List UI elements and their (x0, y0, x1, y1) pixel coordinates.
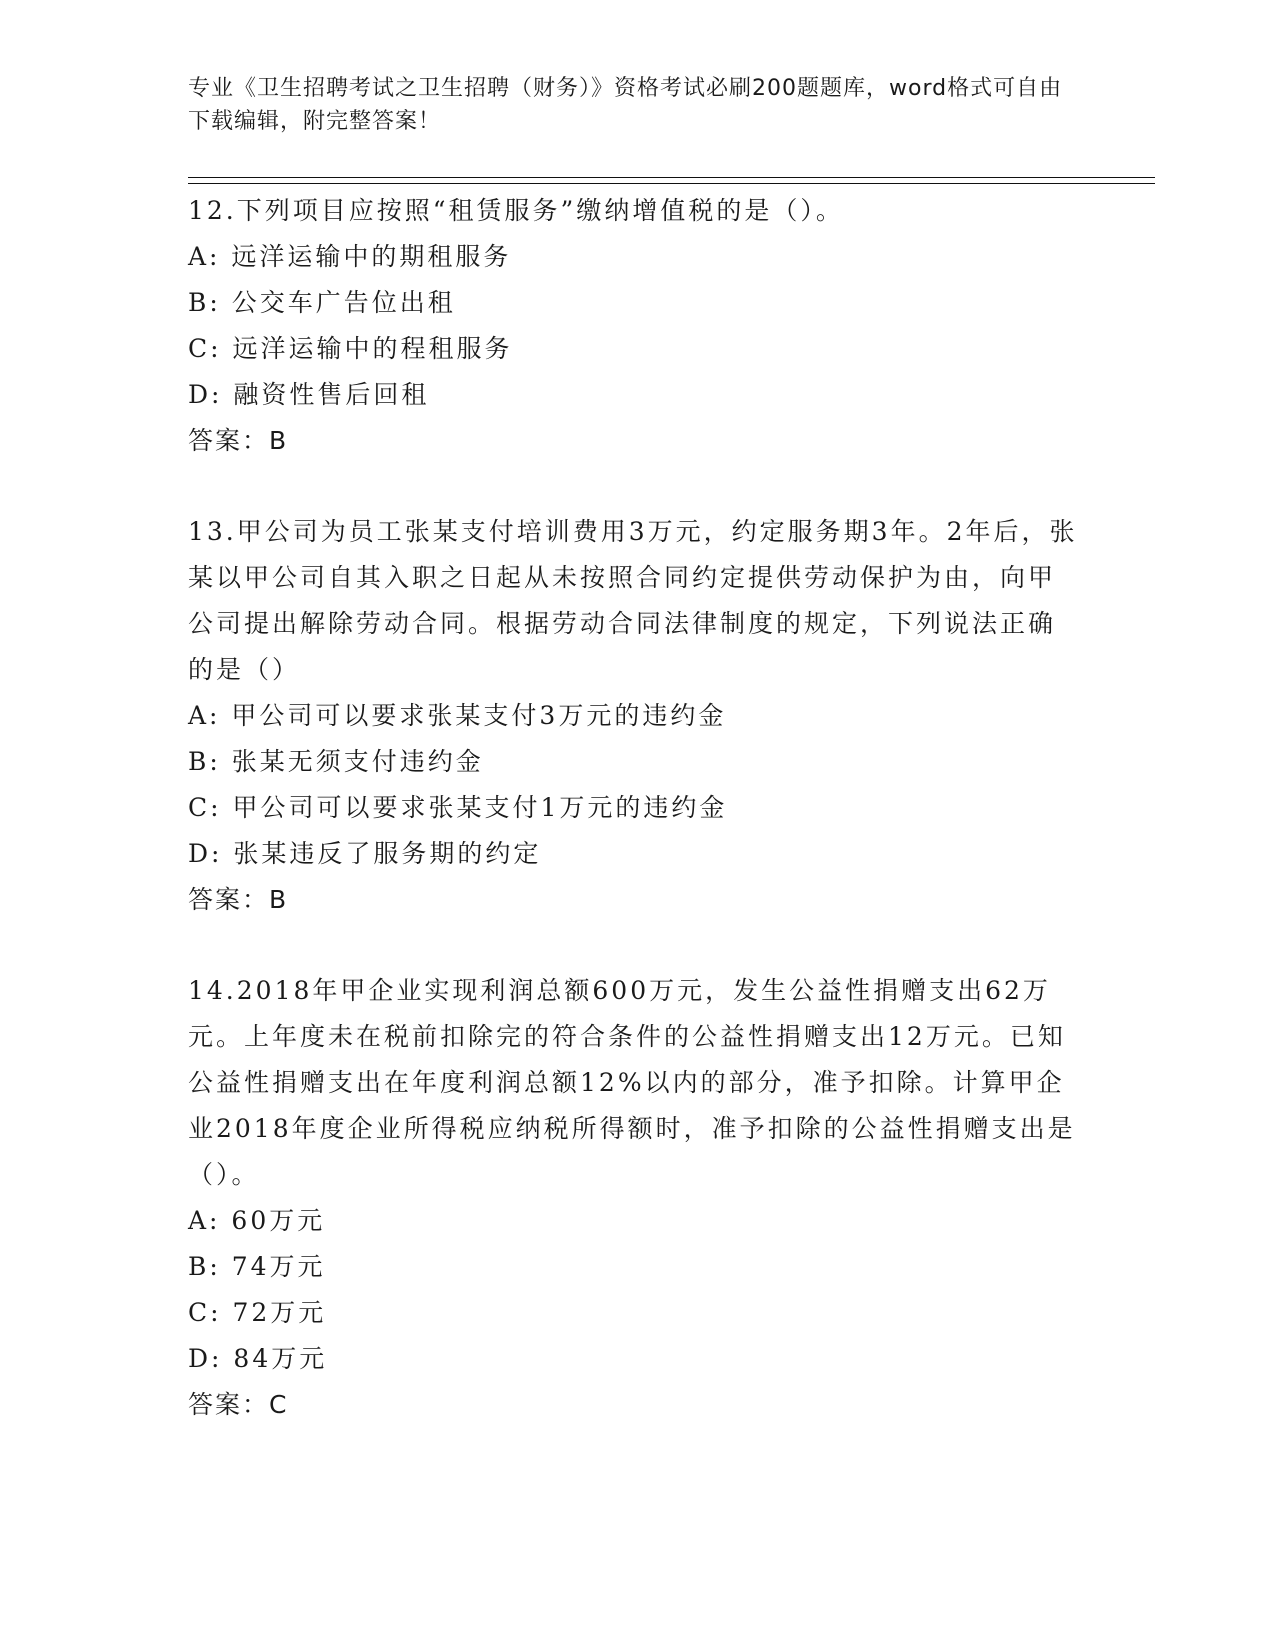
question-stem: 12.下列项目应按照“租赁服务”缴纳增值税的是（）。 (188, 196, 844, 225)
option-d: D: 84万元 (188, 1344, 328, 1373)
option-b: B: 74万元 (188, 1252, 326, 1281)
header-divider-bottom (188, 183, 1155, 184)
question-14 (188, 968, 1078, 1428)
question-13 (188, 509, 1078, 923)
option-c: C: 远洋运输中的程租服务 (188, 334, 513, 363)
question-stem: 13.甲公司为员工张某支付培训费用3万元，约定服务期3年。2年后，张某以甲公司自其入职之日起从未按照合同约定提供劳动保护为由，向甲公司提出解除劳动合同。根据劳动合同法律制度的规定，下列说法正确的是（） (188, 517, 1078, 684)
answer-line: 答案：B (188, 885, 289, 914)
option-b: B: 公交车广告位出租 (188, 288, 456, 317)
question-stem: 14.2018年甲企业实现利润总额600万元，发生公益性捐赠支出62万元。上年度未在税前扣除完的符合条件的公益性捐赠支出12万元。已知公益性捐赠支出在年度利润总额12%以内的部分，准予扣除。计算甲企业2018年度企业所得税应纳税所得额时，准予扣除的公益性捐赠支出是（）。 (188, 976, 1076, 1189)
question-12 (188, 188, 1078, 464)
option-a: A: 远洋运输中的期租服务 (188, 242, 512, 271)
document-header: 专业《卫生招聘考试之卫生招聘（财务）》资格考试必刷200题题库，word格式可自由下载编辑，附完整答案！ (188, 76, 1063, 134)
option-b: B: 张某无须支付违约金 (188, 747, 484, 776)
answer-line: 答案：C (188, 1390, 289, 1419)
answer-line: 答案：B (188, 426, 289, 455)
option-a: A: 60万元 (188, 1206, 326, 1235)
option-d: D: 张某违反了服务期的约定 (188, 839, 542, 868)
header-divider-top (188, 177, 1155, 178)
option-c: C: 甲公司可以要求张某支付1万元的违约金 (188, 793, 728, 822)
option-c: C: 72万元 (188, 1298, 327, 1327)
option-d: D: 融资性售后回租 (188, 380, 430, 409)
option-a: A: 甲公司可以要求张某支付3万元的违约金 (188, 701, 727, 730)
